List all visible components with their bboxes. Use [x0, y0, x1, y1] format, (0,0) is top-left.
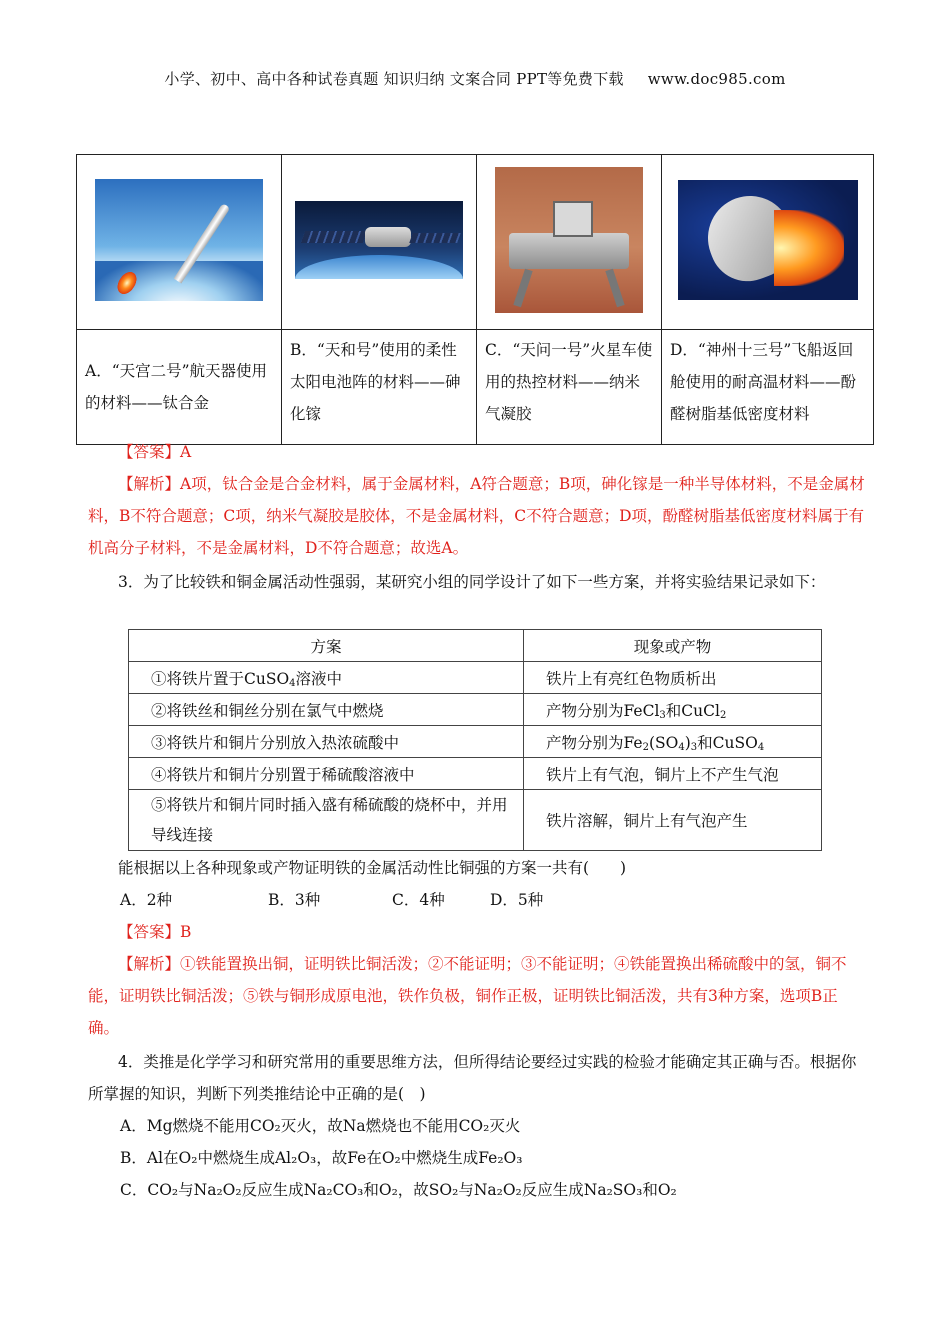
q4-option-a: A．Mg燃烧不能用CO₂灭火，故Na燃烧也不能用CO₂灭火	[120, 1117, 521, 1135]
option-b-image-cell	[282, 155, 477, 330]
choice-a: A．2种	[120, 891, 173, 909]
q2-answer: 【答案】A	[118, 443, 192, 461]
q3-plan-table	[128, 629, 822, 851]
option-c-caption: C．“天问一号”火星车使用的热控材料——纳米气凝胶	[477, 330, 662, 445]
plan-cell: ⑤将铁片和铜片同时插入盛有稀硫酸的烧杯中，并用导线连接	[129, 790, 524, 851]
table-row	[129, 758, 822, 790]
q2-options-table	[76, 154, 874, 445]
space-station-image	[295, 201, 463, 279]
q4-option-c: C．CO₂与Na₂O₂反应生成Na₂CO₃和O₂，故SO₂与Na₂O₂反应生成Na₂SO₃和O₂	[120, 1181, 677, 1199]
choice-b: B．3种	[268, 891, 321, 909]
choice-c: C．4种	[392, 891, 445, 909]
rocket-launch-image	[95, 179, 263, 301]
page-header	[0, 68, 950, 89]
option-c-image-cell	[477, 155, 662, 330]
table-row	[129, 726, 822, 758]
option-a-image-cell	[77, 155, 282, 330]
plan-cell: ①将铁片置于CuSO$_4$溶液中	[129, 662, 524, 694]
table-row	[129, 694, 822, 726]
plan-cell: ③将铁片和铜片分别放入热浓硫酸中	[129, 726, 524, 758]
col-result-header: 现象或产物	[524, 630, 822, 662]
result-cell: 铁片上有亮红色物质析出	[524, 662, 822, 694]
option-b-caption: B．“天和号”使用的柔性太阳电池阵的材料——砷化镓	[282, 330, 477, 445]
col-plan-header: 方案	[129, 630, 524, 662]
table-row	[129, 662, 822, 694]
plan-cell: ④将铁片和铜片分别置于稀硫酸溶液中	[129, 758, 524, 790]
result-cell: 产物分别为$Fe_2(SO_4)_3$和CuSO$_4$	[524, 726, 822, 758]
header-url[interactable]: www.doc985.com	[647, 70, 786, 88]
header-text: 小学、初中、高中各种试卷真题 知识归纳 文案合同 PPT等免费下载	[164, 70, 624, 88]
result-cell: 产物分别为FeCl$_3$和CuCl$_2$	[524, 694, 822, 726]
table-row	[129, 790, 822, 851]
choice-d: D．5种	[490, 891, 544, 909]
option-a-caption: A．“天宫二号”航天器使用的材料——钛合金	[77, 330, 282, 445]
q2-analysis: 【解析】A项，钛合金是合金材料，属于金属材料，A符合题意；B项，砷化镓是一种半导体材料，不是金属材料，B不符合题意；C项，纳米气凝胶是胶体，不是金属材料，C不符合题意；D项，酚醛树脂基低密度材料属于有机高分子材料，不是金属材料，D不符合题意；故选A。	[88, 475, 865, 557]
q3-analysis: 【解析】①铁能置换出铜，证明铁比铜活泼；②不能证明；③不能证明；④铁能置换出稀硫酸中的氢，铜不能，证明铁比铜活泼；⑤铁与铜形成原电池，铁作负极，铜作正极，证明铁比铜活泼，共有3种方案，选项B正确。	[88, 955, 847, 1037]
q3-answer: 【答案】B	[118, 923, 192, 941]
result-cell: 铁片溶解，铜片上有气泡产生	[524, 790, 822, 851]
q4-option-b: B．Al在O₂中燃烧生成Al₂O₃，故Fe在O₂中燃烧生成Fe₂O₃	[120, 1149, 523, 1167]
plan-cell: ②将铁丝和铜丝分别在氯气中燃烧	[129, 694, 524, 726]
reentry-capsule-image	[678, 180, 858, 300]
q3-question: 能根据以上各种现象或产物证明铁的金属活动性比铜强的方案一共有( )	[118, 859, 627, 877]
option-d-caption: D．“神州十三号”飞船返回舱使用的耐高温材料——酚醛树脂基低密度材料	[662, 330, 874, 445]
result-cell: 铁片上有气泡，铜片上不产生气泡	[524, 758, 822, 790]
q4-stem: 4．类推是化学学习和研究常用的重要思维方法，但所得结论要经过实践的检验才能确定其正确与否。根据你所掌握的知识，判断下列类推结论中正确的是( )	[88, 1053, 857, 1103]
mars-rover-image	[495, 167, 643, 313]
q3-stem: 3．为了比较铁和铜金属活动性强弱，某研究小组的同学设计了如下一些方案，并将实验结果记录如下：	[118, 573, 826, 591]
option-d-image-cell	[662, 155, 874, 330]
